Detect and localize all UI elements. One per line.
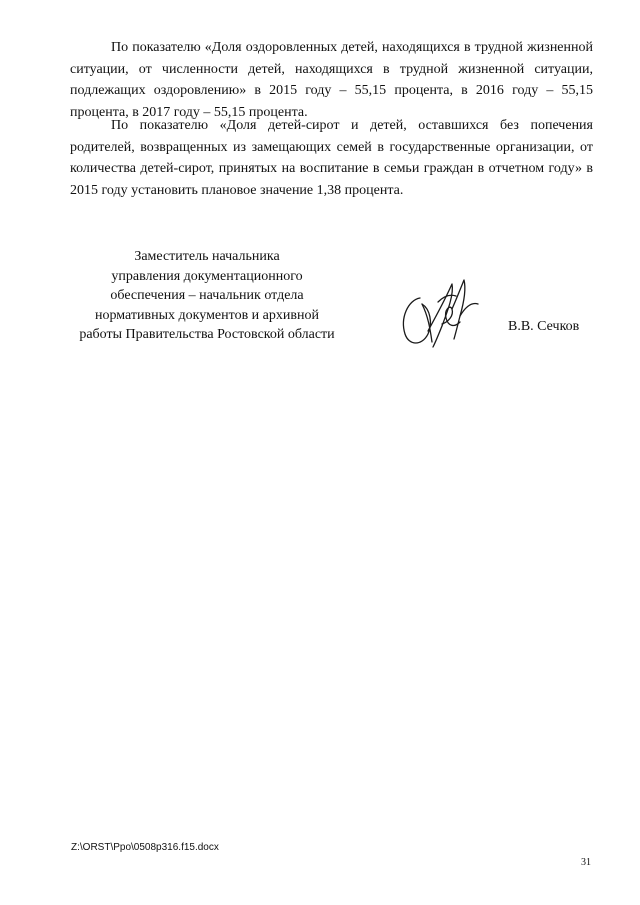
signer-position-line: нормативных документов и архивной: [95, 307, 319, 323]
body-paragraph-2: По показателю «Доля детей-сирот и детей, оставшихся без попечения родителей, возвращенных из замещающих семей в государственные организации, от количества детей-сирот, принятых на воспитание в семьи граждан в отчетном году» в 2015 году установить плановое значение 1,38 процента.: [70, 118, 593, 198]
signer-name: В.В. Сечков: [508, 319, 580, 334]
signer-position-line: обеспечения – начальник отдела: [110, 288, 304, 303]
signer-position-line: Заместитель начальника: [134, 249, 280, 264]
handwritten-signature: [392, 276, 484, 350]
signer-position: [64, 247, 350, 345]
body-paragraph-1: По показателю «Доля оздоровленных детей, находящихся в трудной жизненной ситуации, от численности детей, находящихся в трудной жизненной ситуации, подлежащих оздоровлению» в 2015 году – 55,15 процента, в 2016 году – 55,15 процента, в 2017 году – 55,15 процента.: [70, 40, 593, 120]
signer-position-line: работы Правительства Ростовской области: [79, 327, 335, 342]
footer-file-path: Z:\ORST\Ppo\0508p316.f15.docx: [71, 842, 219, 853]
page-number: 31: [581, 857, 591, 868]
signer-position-line: управления документационного: [111, 268, 303, 284]
